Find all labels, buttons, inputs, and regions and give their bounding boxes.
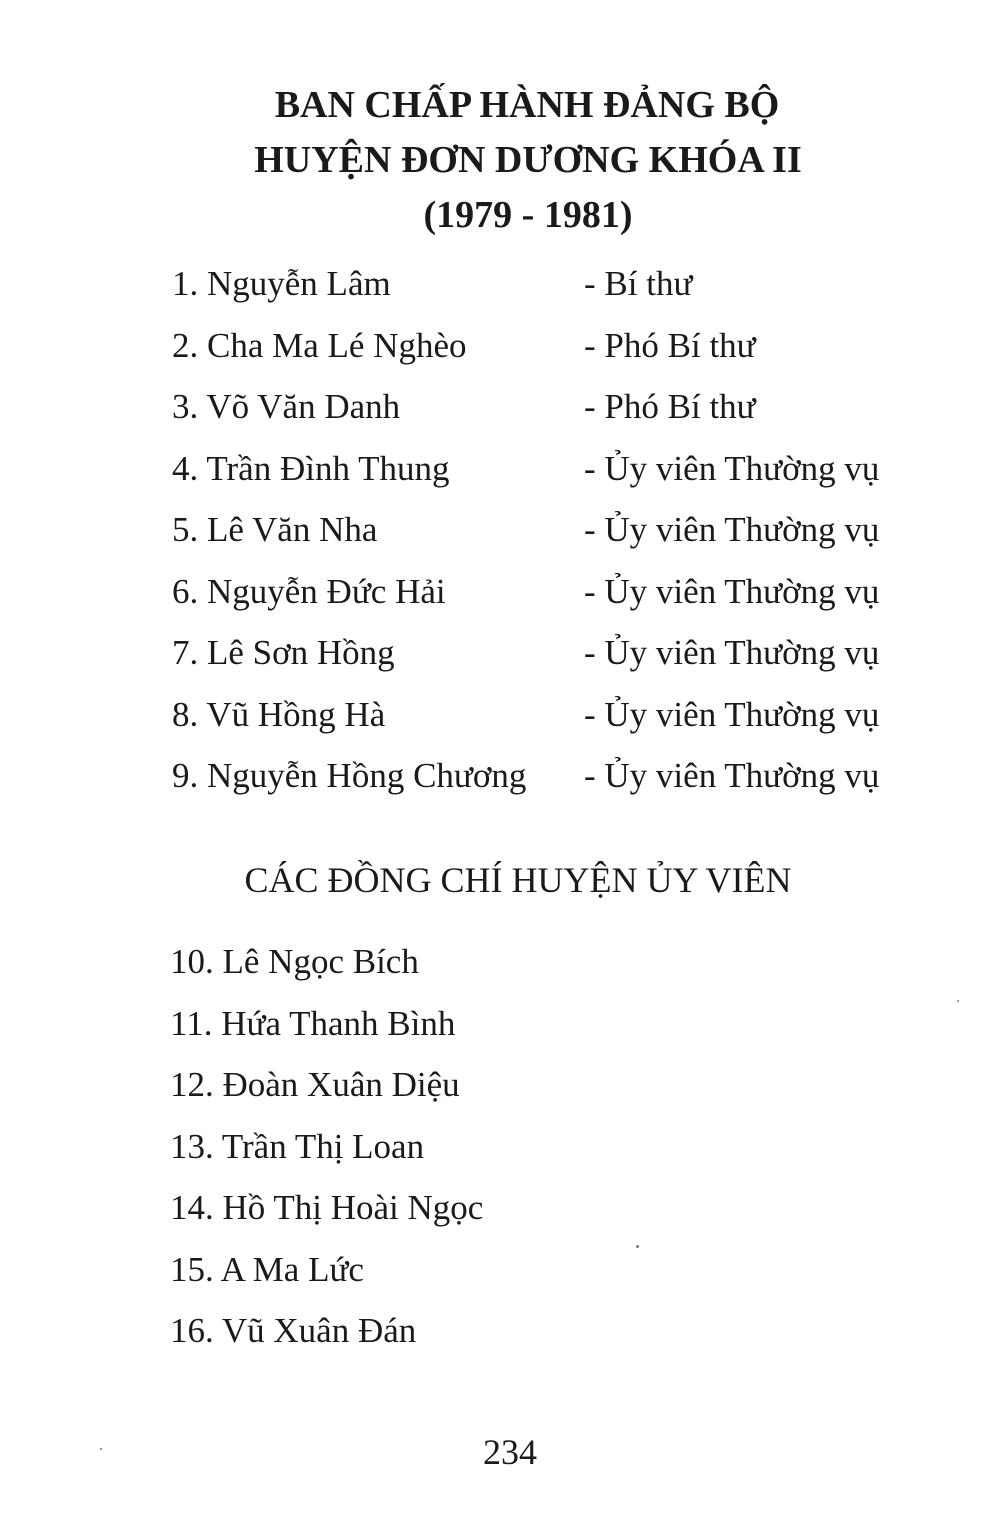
member-name: 7. Lê Sơn Hồng xyxy=(172,633,395,672)
list-item: 16. Vũ Xuân Đán xyxy=(170,1311,417,1350)
member-role: - Phó Bí thư xyxy=(584,325,756,365)
scan-speck xyxy=(100,1448,102,1450)
member-role: - Ủy viên Thường vụ xyxy=(584,694,880,734)
list-item xyxy=(0,750,1006,812)
page-number-text: 234 xyxy=(483,1432,537,1472)
member-role: - Ủy viên Thường vụ xyxy=(584,633,880,672)
member-name: 3. Võ Văn Danh xyxy=(172,387,401,426)
scan-speck xyxy=(957,1000,959,1002)
list-item xyxy=(0,258,1006,320)
list-item xyxy=(0,504,1006,566)
section-heading-text: CÁC ĐỒNG CHÍ HUYỆN ỦY VIÊN xyxy=(244,860,792,900)
list-item xyxy=(0,689,1006,751)
list-item: 10. Lê Ngọc Bích xyxy=(170,942,419,981)
list-item: 15. A Ma Lức xyxy=(170,1249,364,1289)
scan-speck xyxy=(636,1245,639,1248)
member-name: 8. Vũ Hồng Hà xyxy=(172,694,386,734)
list-item: 14. Hồ Thị Hoài Ngọc xyxy=(170,1188,484,1227)
member-role: - Ủy viên Thường vụ xyxy=(584,756,880,795)
page-title xyxy=(0,78,1006,243)
standing-committee-list xyxy=(0,258,1006,812)
member-role: - Ủy viên Thường vụ xyxy=(584,571,880,611)
member-role: - Ủy viên Thường vụ xyxy=(584,448,880,488)
list-item xyxy=(0,320,1006,382)
member-name: 9. Nguyễn Hồng Chương xyxy=(172,756,527,795)
member-role: - Ủy viên Thường vụ xyxy=(584,510,880,549)
members-list xyxy=(170,936,483,1367)
list-item xyxy=(0,381,1006,443)
member-name: 2. Cha Ma Lé Nghèo xyxy=(172,325,467,365)
page-number xyxy=(0,1426,1006,1478)
title-line-3: (1979 - 1981) xyxy=(423,194,633,236)
member-name: 1. Nguyễn Lâm xyxy=(172,264,391,303)
title-line-2: HUYỆN ĐƠN DƯƠNG KHÓA II xyxy=(254,139,802,181)
list-item xyxy=(0,443,1006,505)
member-role: - Phó Bí thư xyxy=(584,387,756,426)
list-item: 11. Hứa Thanh Bình xyxy=(170,1003,456,1043)
member-name: 4. Trần Đình Thung xyxy=(172,448,450,488)
list-item xyxy=(0,566,1006,628)
section-heading xyxy=(0,852,1006,908)
member-name: 6. Nguyễn Đức Hải xyxy=(172,571,446,611)
list-item xyxy=(0,627,1006,689)
member-name: 5. Lê Văn Nha xyxy=(172,510,378,549)
member-role: - Bí thư xyxy=(584,264,693,303)
list-item: 13. Trần Thị Loan xyxy=(170,1126,425,1166)
list-item: 12. Đoàn Xuân Diệu xyxy=(170,1065,460,1104)
title-line-1: BAN CHẤP HÀNH ĐẢNG BỘ xyxy=(274,84,780,126)
